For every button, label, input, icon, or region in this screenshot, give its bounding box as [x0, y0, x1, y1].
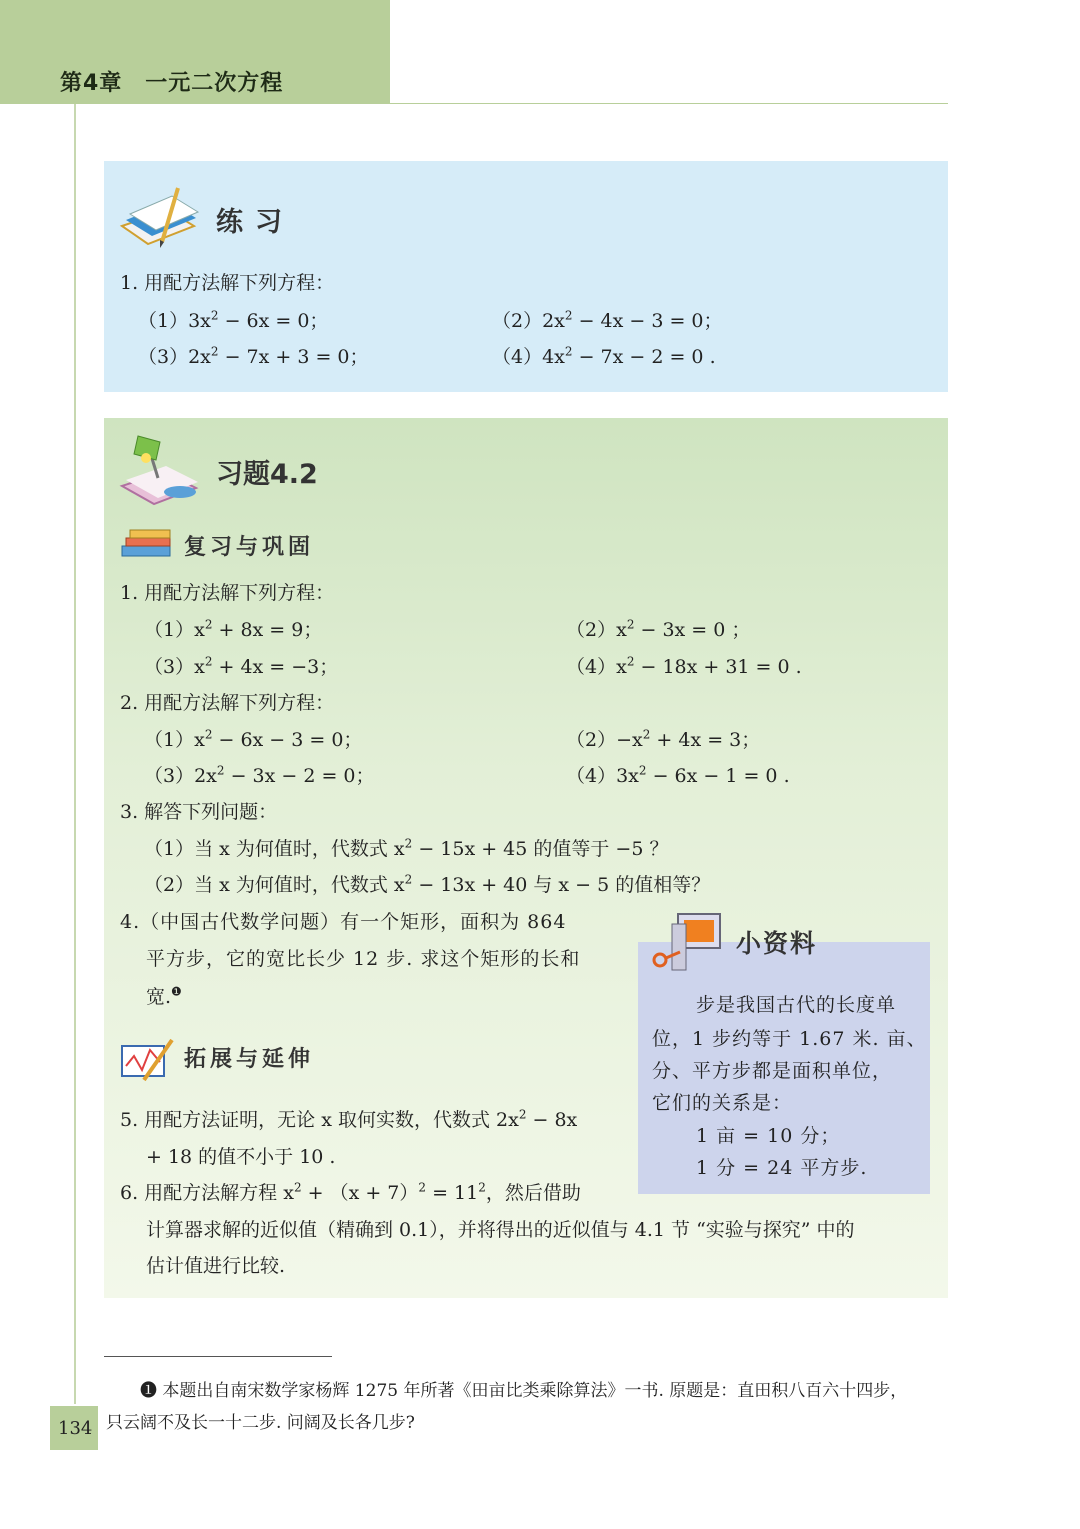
problem-q1-item-2: $(2)x^2 - 3x = 0$ ； [566, 617, 751, 641]
books-pencil-icon [118, 186, 204, 250]
books-stack-icon [118, 526, 178, 560]
page-number: 134 [58, 1418, 93, 1439]
exercise-title: 练习 [216, 207, 294, 238]
exercise-item-3: $(3)2x^2 - 7x + 3 = 0$； [138, 344, 369, 368]
exercise-item-2: $(2)2x^2 - 4x - 3 = 0$； [492, 308, 723, 332]
problem-q1: 1. 用配方法解下列方程： [120, 582, 335, 604]
computer-key-icon [650, 910, 726, 974]
problem-q2-item-2: $(2)-x^2 + 4x = 3$； [566, 727, 761, 751]
exercise-q1: 1. 用配方法解下列方程： [120, 272, 335, 294]
margin-line [74, 104, 76, 1404]
problem-q4-line-3: 宽.$^❶$ [146, 984, 182, 1008]
problem-q5-line-1: 5. 用配方法证明，无论 x 取何实数，代数式 $2x^2 - 8x$ [120, 1107, 578, 1131]
problem-q3-a: （1）当 x 为何值时，代数式 $x^2 - 15x + 45$ 的值等于 −5 ？ [144, 836, 669, 860]
problem-q4-line-1: 4.（中国古代数学问题）有一个矩形，面积为 864 [120, 911, 567, 933]
review-section-title: 复习与巩固 [184, 534, 315, 560]
footnote-line-1: ❶ 本题出自南宋数学家杨辉 1275 年所著《田亩比类乘除算法》一书. 原题是：直田积八百六十四步， [140, 1381, 908, 1401]
info-note-line-5: 1 亩 = 10 分； [696, 1125, 841, 1147]
exercise-item-4: $(4)4x^2 - 7x - 2 = 0$ . [492, 344, 716, 368]
problem-q3: 3. 解答下列问题： [120, 801, 278, 823]
problem-q2: 2. 用配方法解下列方程： [120, 692, 335, 714]
problem-q5-line-2: + 18 的值不小于 10 . [146, 1146, 336, 1168]
footnote-line-2: 只云阔不及长一十二步. 问阔及长各几步? [106, 1413, 415, 1433]
exercise-item-1: $(1)3x^2 - 6x = 0$； [138, 308, 329, 332]
problem-q6-line-2: 计算器求解的近似值（精确到 0.1），并将得出的近似值与 4.1 节 “实验与探究” 中的 [146, 1219, 855, 1241]
problem-q1-item-4: $(4)x^2 - 18x + 31 = 0$ . [566, 654, 802, 678]
footnote-marker: ❶ [171, 984, 182, 999]
problem-q6-line-1: 6. 用配方法解方程 $x^2 + (x + 7)^2 = 11^2$，然后借助 [120, 1180, 581, 1204]
problem-q4-line-2: 平方步，它的宽比长少 12 步. 求这个矩形的长和 [146, 948, 581, 970]
extension-section-title: 拓展与延伸 [184, 1046, 315, 1072]
chart-pen-icon [118, 1036, 176, 1084]
problem-q2-item-1: $(1)x^2 - 6x - 3 = 0$； [144, 727, 363, 751]
info-note-line-2: 位，1 步约等于 1.67 米. 亩、 [652, 1028, 927, 1050]
info-note-title: 小资料 [736, 929, 818, 958]
info-note-line-6: 1 分 = 24 平方步. [696, 1157, 868, 1179]
problem-q1-item-3: $(3)x^2 + 4x = -3$； [144, 654, 339, 678]
header-rule [390, 103, 948, 104]
info-note-line-4: 它们的关系是： [652, 1092, 793, 1114]
problem-q6-line-3: 估计值进行比较. [146, 1255, 286, 1277]
footnote-rule [104, 1356, 332, 1357]
problem-q3-b: （2）当 x 为何值时，代数式 $x^2 - 13x + 40$ 与 x − 5 的值相等？ [144, 872, 711, 896]
info-note-line-3: 分、平方步都是面积单位， [652, 1060, 893, 1082]
info-note-line-1: 步是我国古代的长度单 [696, 994, 897, 1016]
problem-q2-item-4: $(4)3x^2 - 6x - 1 = 0$ . [566, 763, 790, 787]
lamp-book-icon [118, 432, 202, 512]
chapter-title: 第4章 一元二次方程 [60, 71, 284, 96]
problem-q2-item-3: $(3)2x^2 - 3x - 2 = 0$； [144, 763, 375, 787]
problems-title: 习题4.2 [216, 459, 318, 490]
problem-q1-item-1: $(1)x^2 + 8x = 9$； [144, 617, 323, 641]
